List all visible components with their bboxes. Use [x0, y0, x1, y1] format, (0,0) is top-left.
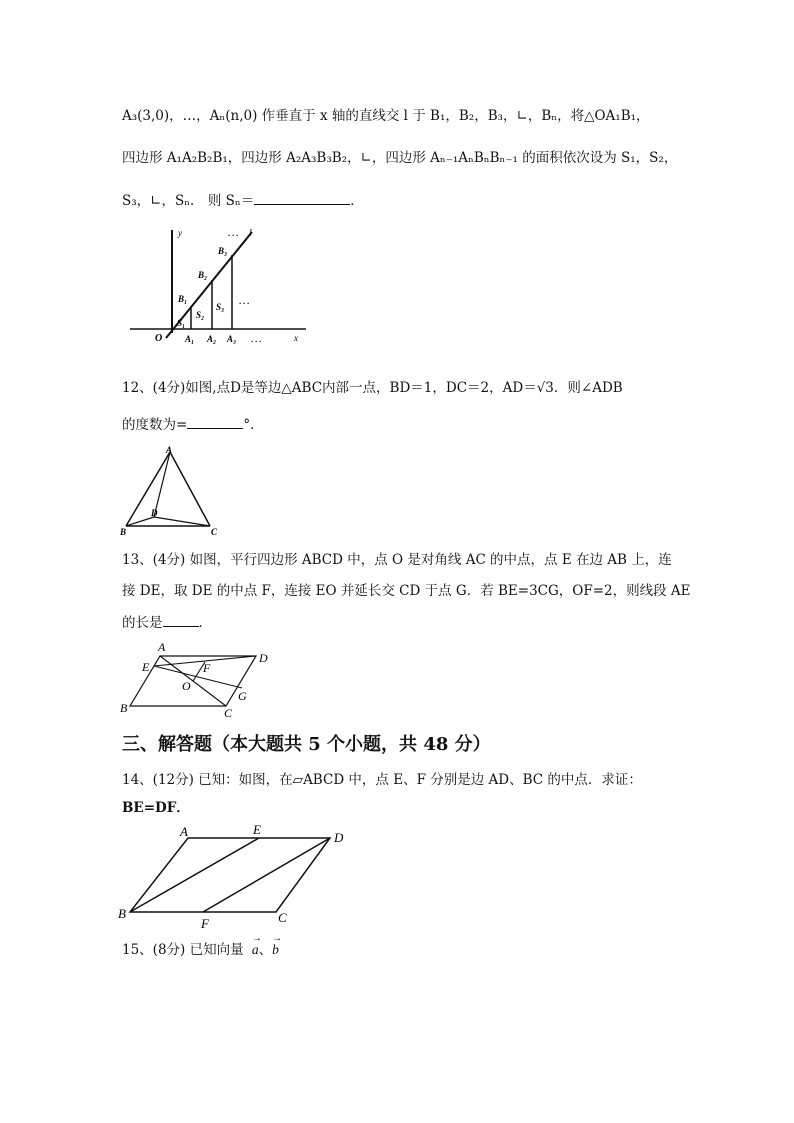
q13-figure [118, 638, 278, 718]
q15-vector-a-letter: a [251, 942, 259, 957]
q11-label-S2: S₂ [196, 310, 205, 320]
q11-label-l: l [249, 228, 252, 239]
q11-label-S3: S₃ [216, 302, 225, 312]
q14-label-A: A [180, 824, 188, 839]
q12-label-B: B [120, 527, 127, 537]
q11-line-3-text: S₃，∟，Sₙ． 则 Sₙ＝ [122, 193, 255, 209]
q15-text: 15、(8分) 已知向量 [122, 942, 244, 958]
q11-text-line-1: A₃(3,0)，…，Aₙ(n,0) 作垂直于 x 轴的直线交 l 于 B₁，B₂，B₃，∟，Bₙ，将△OA₁B₁， [122, 108, 650, 124]
q11-text-line-3 [122, 190, 364, 211]
q14-label-F: F [201, 916, 209, 931]
section-heading: 三、解答题（本大题共 5 个小题，共 48 分） [122, 734, 491, 755]
q12-text-line-1: 12、(4分)如图,点D是等边△ABC内部一点，BD＝1，DC＝2，AD＝√3．则∠ADB [122, 380, 623, 396]
q12-line-2-end: °． [243, 417, 264, 433]
q11-label-A2: A₂ [207, 334, 217, 344]
q11-label-A3: A₃ [227, 334, 237, 344]
q11-figure [128, 226, 328, 351]
q13-answer-blank [163, 612, 199, 627]
q13-text-line-1: 13、(4分) 如图，平行四边形 ABCD 中，点 O 是对角线 AC 的中点，点 E 在边 AB 上，连 [122, 552, 672, 568]
q11-label-S1: S₁ [177, 318, 186, 328]
q12-label-C: C [211, 527, 218, 537]
q14-parallelogram [130, 838, 330, 912]
q15-vector-b [272, 933, 283, 960]
q12-segment-CD [154, 517, 210, 526]
q13-label-C: C [224, 706, 233, 720]
q11-dots-top: … [228, 225, 239, 239]
q11-label-x: x [294, 333, 298, 343]
q15-separator: 、 [258, 942, 273, 958]
q14-segment-DF [203, 838, 330, 912]
q15-vector-b-letter: b [272, 942, 279, 957]
q12-side-AC [170, 452, 210, 526]
q13-text-line-2: 接 DE，取 DE 的中点 F，连接 EO 并延长交 CD 于点 G．若 BE=3CG，OF=2，则线段 AE [122, 583, 691, 599]
q13-label-E: E [142, 660, 150, 674]
q12-label-A: A [166, 445, 173, 455]
q15-vector-b-arrow-icon: → [272, 933, 283, 944]
q14-segment-BE [130, 838, 259, 912]
q13-label-G: G [238, 689, 247, 703]
q13-label-F: F [203, 661, 211, 675]
q14-label-E: E [253, 822, 261, 837]
q12-text-line-2 [122, 414, 264, 435]
q14-figure [118, 822, 358, 932]
q11-dots-bottom: … [251, 331, 262, 345]
q13-label-A: A [158, 640, 166, 654]
q13-label-O: O [182, 679, 191, 693]
q11-label-O: O [155, 333, 163, 344]
q13-line-3-end: ． [198, 615, 212, 631]
q15-vector-a [251, 933, 262, 960]
q14-text-line-1: 14、(12分) 已知：如图，在▱ABCD 中，点 E、F 分别是边 AD、BC 的中点．求证： [122, 772, 642, 788]
q11-label-A1: A₁ [185, 334, 195, 344]
q12-side-AB [126, 452, 170, 526]
q11-line-3-end: ． [350, 193, 364, 209]
q11-label-y: y [178, 228, 182, 238]
q15-vector-a-arrow-icon: → [251, 933, 262, 944]
q13-line-3-text: 的长是 [122, 615, 163, 631]
q13-label-D: D [259, 651, 268, 665]
q11-text-line-2: 四边形 A₁A₂B₂B₁，四边形 A₂A₃B₃B₂，∟，四边形 Aₙ₋₁AₙBₙBₙ₋₁ 的面积依次设为 S₁，S₂， [122, 150, 678, 166]
q13-text-line-3 [122, 612, 212, 633]
q14-label-C: C [278, 910, 287, 925]
q12-line-2-text: 的度数为= [122, 417, 188, 433]
q12-figure [118, 444, 228, 539]
q11-answer-blank [254, 190, 350, 205]
q11-label-B2: B₂ [198, 270, 208, 280]
q14-label-D: D [334, 830, 344, 845]
q12-answer-blank [187, 414, 243, 429]
q11-label-B3: B₃ [218, 246, 228, 256]
q13-label-B: B [120, 701, 128, 715]
q15-text-line [122, 933, 283, 960]
q14-text-line-2: BE=DF． [122, 800, 190, 816]
q11-label-B1: B₁ [178, 294, 188, 304]
q11-dots-right: … [239, 293, 250, 307]
q12-label-D: D [151, 508, 158, 518]
q14-label-B: B [118, 906, 126, 921]
